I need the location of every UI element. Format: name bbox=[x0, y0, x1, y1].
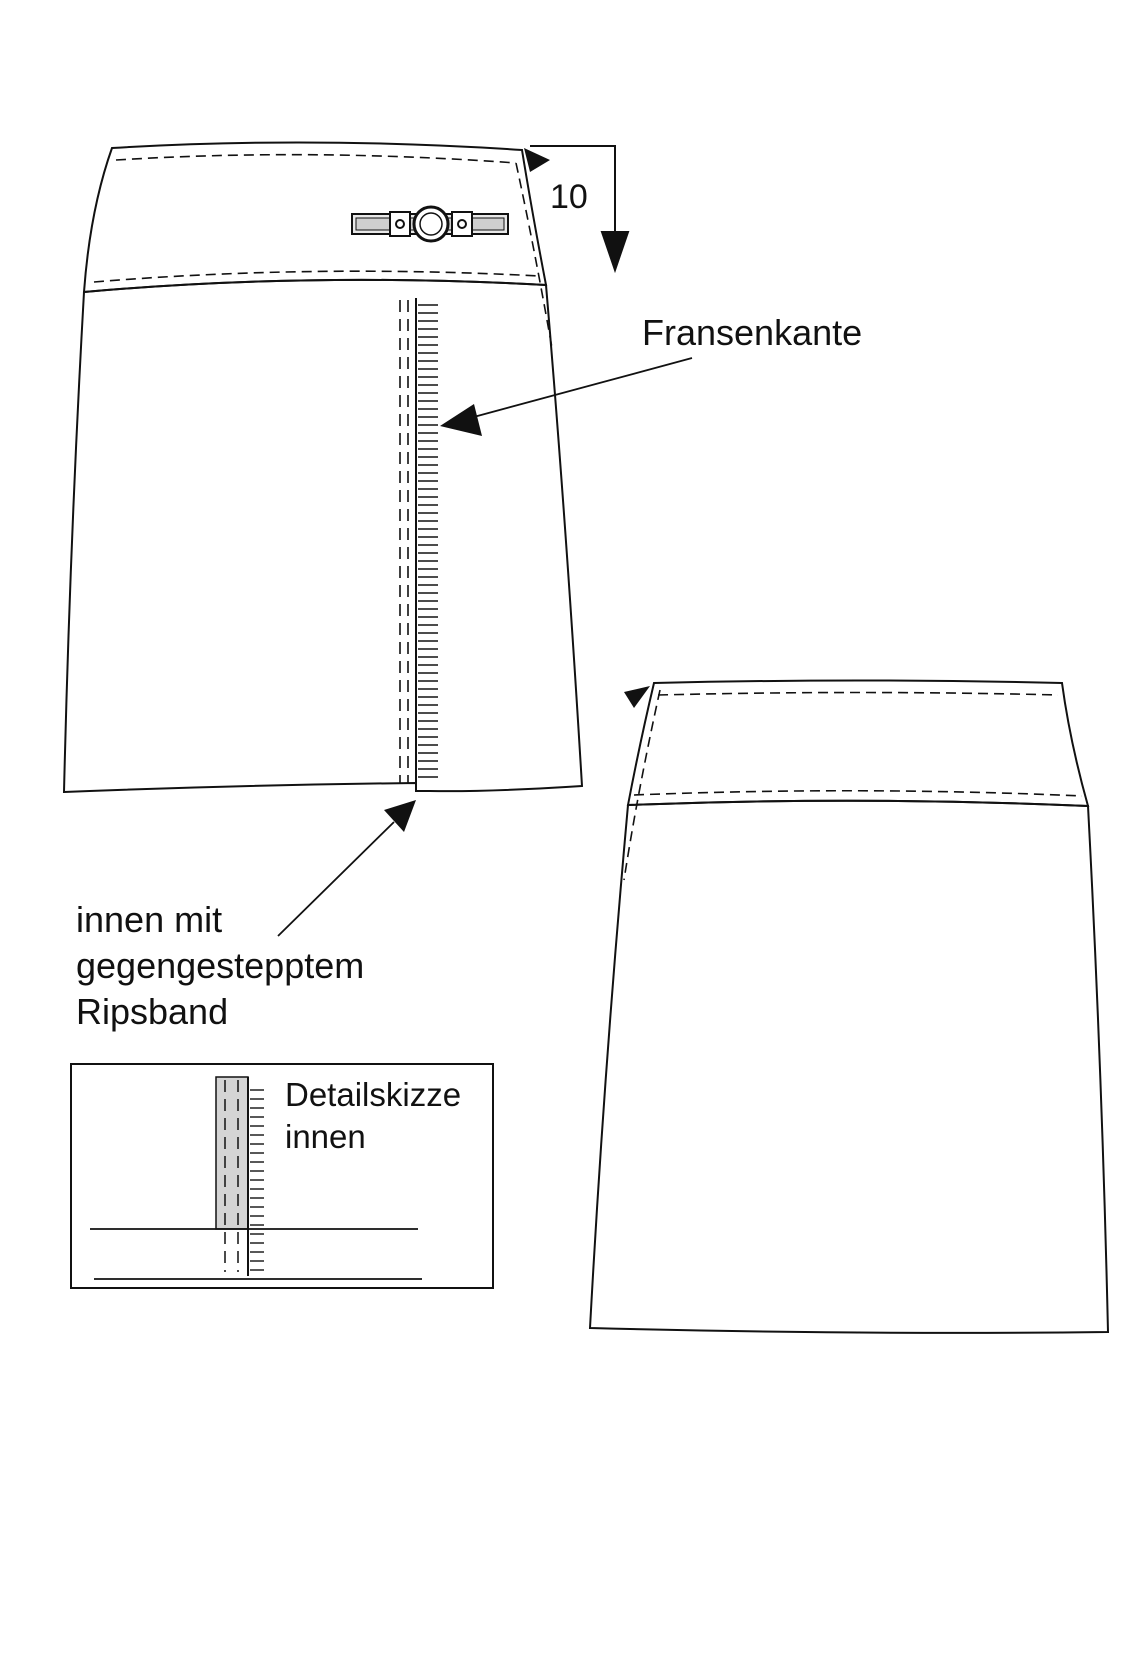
inside-ribbon-line-1: innen mit bbox=[76, 899, 223, 940]
back-waistband-stitch-bottom bbox=[634, 791, 1082, 796]
detail-caption-line-2: innen bbox=[285, 1118, 366, 1155]
measurement-label: 10 bbox=[550, 178, 588, 216]
arrow-head-icon bbox=[440, 404, 482, 436]
arrow-head-icon bbox=[524, 148, 550, 172]
front-view bbox=[64, 142, 582, 792]
front-side-stitch bbox=[516, 163, 552, 348]
fringe-edge-label: Fransenkante bbox=[642, 312, 863, 353]
front-skirt-body bbox=[64, 280, 582, 792]
back-waistband-stitch-top bbox=[658, 693, 1058, 696]
inside-ribbon-line-3: Ripsband bbox=[76, 991, 229, 1032]
back-view bbox=[590, 681, 1108, 1333]
ribbon-band bbox=[216, 1077, 248, 1229]
detail-fringe bbox=[250, 1086, 264, 1272]
detail-caption-line-1: Detailskizze bbox=[285, 1076, 462, 1113]
arrow-head-icon bbox=[624, 686, 650, 708]
arrow-head-icon bbox=[602, 232, 628, 270]
front-waistband-stitch-top bbox=[116, 155, 516, 163]
front-fringe-edge bbox=[418, 300, 438, 780]
back-side-stitch bbox=[624, 690, 660, 880]
back-skirt-body bbox=[590, 801, 1108, 1333]
detail-sketch-caption bbox=[285, 1074, 461, 1158]
inside-ribbon-note bbox=[76, 897, 364, 1035]
buckle-icon bbox=[352, 207, 508, 241]
fringe-edge-leader bbox=[440, 358, 692, 436]
back-waistband bbox=[628, 681, 1088, 807]
inside-ribbon-line-2: gegengestepptem bbox=[76, 945, 365, 986]
